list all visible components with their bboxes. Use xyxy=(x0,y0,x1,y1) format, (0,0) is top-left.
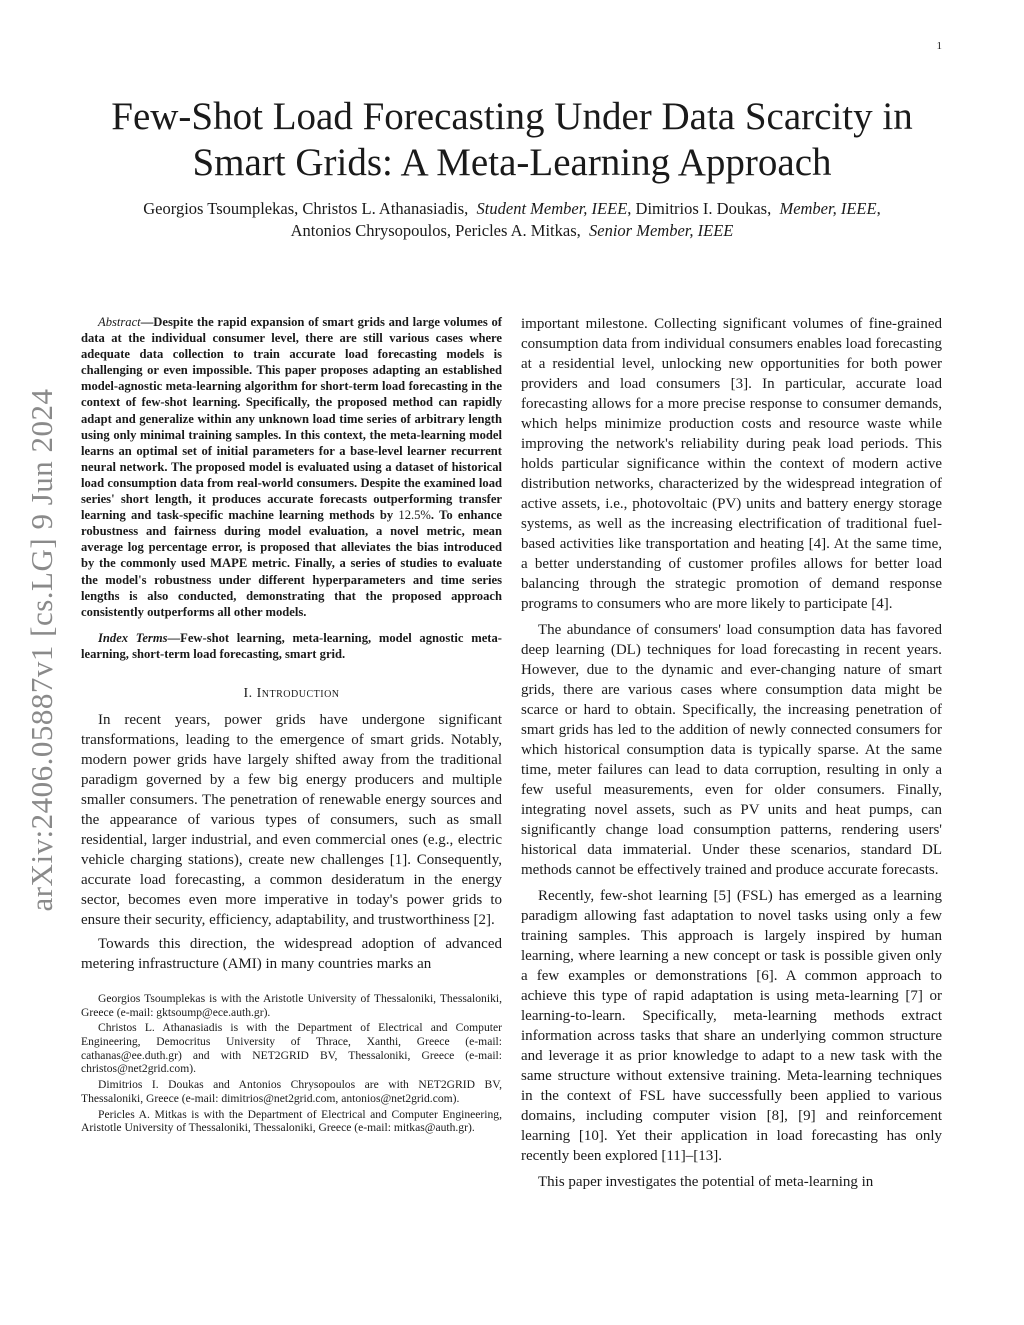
body-paragraph: This paper investigates the potential of meta-learning in xyxy=(538,1174,874,1190)
abstract-label: Abstract xyxy=(98,315,141,329)
footnote: Georgios Tsoumplekas is with the Aristotle University of Thessaloniki, Thessaloniki, Greece (e-mail: gktsoump@ece.auth.gr). xyxy=(81,991,502,1019)
section-heading-introduction: I. Introduction xyxy=(243,685,340,701)
paper-title xyxy=(60,94,964,186)
intro-paragraph-2: Towards this direction, the widespread adoption of advanced metering infrastructure (AMI) in many countries marks an xyxy=(81,935,502,972)
body-paragraph: The abundance of consumers' load consumption data has favored deep learning (DL) techniques for load forecasting in recent years. However, due to the dynamic and ever-changing nature of smart grids, there are various cases where consumption data might be scarce or hard to obtain. Specifically, the increasing penetration of smart grids has led to the addition of newly connected consumers for which historical consumption data is typically sparse. At the same time, meter failures can lead to data corruption, resulting in only a few useful measurements, even for older consumers. Finally, integrating novel assets, such as PV units and heat pumps, can significantly change load consumption patterns, rendering users' historical data immaterial. Under these scenarios, standard DL methods cannot be effectively trained and produce accurate forecasts. xyxy=(521,622,942,878)
author-footnotes xyxy=(81,992,502,1135)
right-column xyxy=(521,314,942,1192)
footnote: Pericles A. Mitkas is with the Department of Electrical and Computer Engineering, Aristotle University of Thessaloniki, Thessaloniki, Greece (e-mail: mitkas@auth.gr). xyxy=(81,1107,502,1135)
arxiv-side-label: arXiv:2406.05887v1 [cs.LG] 9 Jun 2024 xyxy=(24,388,59,912)
body-paragraph-continued: important milestone. Collecting significant volumes of fine-grained consumption data from individual consumers enables load forecasting at a residential level, unlocking new opportunities for both power providers and load consumers [3]. In particular, accurate load forecasting allows for a more precise response to consumer demands, which helps minimize production costs and resource waste while improving the network's reliability during peak load periods. This holds particular significance within the context of modern active distribution networks, characterized by the widespread integration of active assets, i.e., photovoltaic (PV) units and battery energy storage systems, as well as the increasing electrification of traditional fuel-based activities like transportation and heating [4]. At the same time, a better understanding of customer profiles allows for better load balancing through the strategic promotion of demand response programs to consumers who are more likely to participate [4]. xyxy=(521,316,942,612)
intro-paragraph-1: In recent years, power grids have undergone significant transformations, leading to the emergence of smart grids. Notably, modern power grids have largely shifted away from the traditional paradigm governed by a few big energy producers and multiple smaller consumers. The penetration of renewable energy sources and the appearance of various types of consumers, such as small residential, larger industrial, and even commercial ones (e.g., electric vehicle charging stations), create new challenges [1]. Consequently, accurate load forecasting, a common desideratum in the energy sector, becomes even more imperative in today's power grids to ensure their security, efficiency, adaptability, and trustworthiness [2]. xyxy=(81,711,502,928)
abstract: Abstract—Despite the rapid expansion of smart grids and large volumes of data at the individual consumer level, there are still various cases where adequate data collection to train accurate load forecasting models is challenging or even impossible. This paper proposes adapting an established model-agnostic meta-learning algorithm for short-term load forecasting in the context of few-shot learning. Specifically, the proposed method can rapidly adapt and generalize within any unknown load time series of arbitrary length using only minimal training samples. In this context, the meta-learning model learns an optimal set of initial parameters for a base-level learner recurrent neural network. The proposed model is evaluated using a dataset of historical load consumption data from real-world consumers. Despite the examined load series' short length, it produces accurate forecasts outperforming transfer learning and task-specific machine learning methods by 12.5%. To enhance robustness and fairness during model evaluation, a novel metric, mean average log percentage error, is proposed that alleviates the bias introduced by the commonly used MAPE metric. Finally, a series of studies to evaluate the model's robustness under different hyperparameters and time series lengths is also conducted, demonstrating that the proposed approach consistently outperforms all other models. xyxy=(81,315,502,619)
footnote: Dimitrios I. Doukas and Antonios Chrysopoulos are with NET2GRID BV, Thessaloniki, Greece (e-mail: dimitrios@net2grid.com, antonios@net2grid.com). xyxy=(81,1078,502,1105)
author-line-2: Antonios Chrysopoulos, Pericles A. Mitkas, Senior Member, IEEE xyxy=(290,221,734,240)
title-line-2: Smart Grids: A Meta-Learning Approach xyxy=(192,141,832,184)
author-list xyxy=(60,198,964,242)
title-line-1: Few-Shot Load Forecasting Under Data Scarcity in xyxy=(111,95,913,138)
page-number: 1 xyxy=(936,40,942,52)
index-terms-label: Index Terms xyxy=(98,630,168,645)
footnote: Christos L. Athanasiadis is with the Department of Electrical and Computer Engineering, Democritus University of Thrace, Xanthi, Greece (e-mail: cathanas@ee.duth.gr) and with NET2GRID BV, Thessaloniki, Greece (e-mail: christos@net2grid.com). xyxy=(81,1021,502,1076)
author-line-1: Georgios Tsoumplekas, Christos L. Athanasiadis, Student Member, IEEE, Dimitrios I. Doukas, Member, IEEE, xyxy=(143,199,881,218)
body-paragraph: Recently, few-shot learning [5] (FSL) has emerged as a learning paradigm allowing fast adaptation to novel tasks using only a few training samples. This approach is largely inspired by human learning, where learning a new concept or task is possible given only a few examples or demonstrations [6]. A common approach to achieve this type of rapid adaptation is using meta-learning [7] or learning-to-learn. Specifically, meta-learning methods extract information across tasks that share an underlying common structure and leverage it as prior knowledge to adapt to a new task with the same structure without extensive training. Meta-learning techniques in the context of FSL have successfully been applied to various domains, including computer vision [8], [9] and reinforcement learning [10]. Yet their application in load forecasting has only recently been explored [11]–[13]. xyxy=(521,888,942,1164)
left-column xyxy=(81,314,502,1137)
index-terms: Index Terms—Few-shot learning, meta-learning, model agnostic meta-learning, short-term load forecasting, smart grid. xyxy=(81,630,502,661)
